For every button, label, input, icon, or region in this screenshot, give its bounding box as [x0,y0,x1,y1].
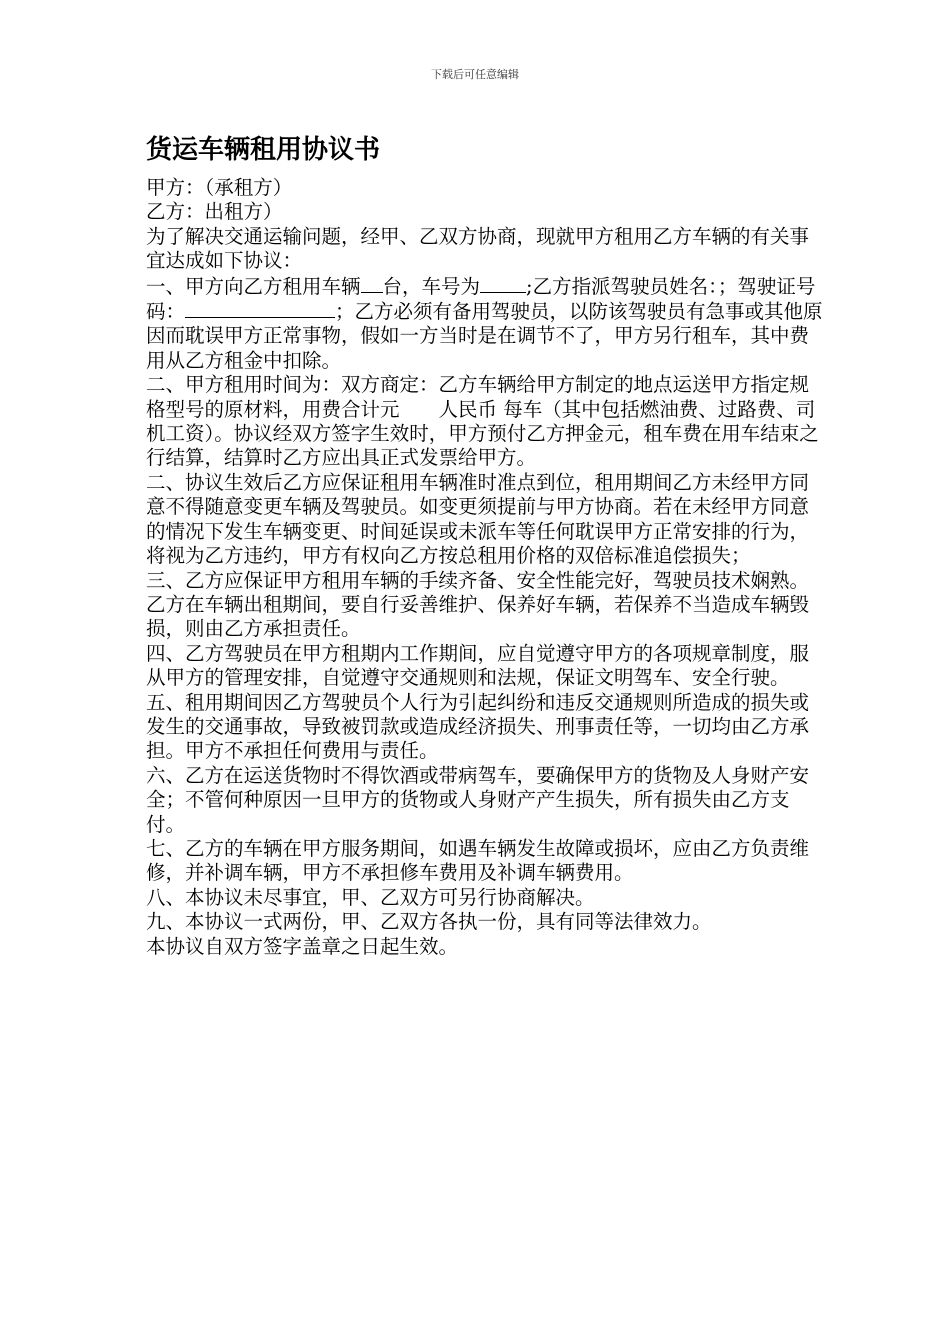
header-note: 下载后可任意编辑 [431,68,519,81]
clause-6: 六、乙方在运送货物时不得饮酒或带病驾车，要确保甲方的货物及人身财产安全；不管何种原因一旦甲方的货物或人身财产产生损失，所有损失由乙方支付。 [146,763,810,836]
document-body [146,176,826,959]
clause-2: 二、甲方租用时间为：双方商定：乙方车辆给甲方制定的地点运送甲方指定规格型号的原材料，用费合计元 人民币 每车（其中包括燃油费、过路费、司机工资）。协议经双方签字生效时，甲方预付乙方押金元，租车费在用车结束之行结算，结算时乙方应出具正式发票给甲方。 [146,373,819,470]
party-b-line: 乙方：出租方） [146,200,283,224]
clause-5: 五、租用期间因乙方驾驶员个人行为引起纠纷和违反交通规则所造成的损失或发生的交通事故，导致被罚款或造成经济损失、刑事责任等，一切均由乙方承担。甲方不承担任何费用与责任。 [146,690,810,763]
clause-1 [146,274,826,374]
clause-2b: 二、协议生效后乙方应保证租用车辆准时准点到位，租用期间乙方未经甲方同意不得随意变更车辆及驾驶员。如变更须提前与甲方协商。若在未经甲方同意的情况下发生车辆变更、时间延误或未派车等任何耽误甲方正常安排的行为，将视为乙方违约，甲方有权向乙方按总租用价格的双倍标准追偿损失； [146,470,810,568]
clause-1-part-4: ；乙方必须有备用驾驶员，以防该驾驶员有急事或其他原因而耽误甲方正常事物，假如一方当时是在调节不了，甲方另行租车，其中费用从乙方租金中扣除。 [146,300,823,372]
party-a-line: 甲方：（承租方） [146,176,293,199]
clause-4: 四、乙方驾驶员在甲方租期内工作期间，应自觉遵守甲方的各项规章制度，服从甲方的管理安排，自觉遵守交通规则和法规，保证文明驾车、安全行驶。 [146,641,810,690]
license-number-blank [185,299,335,318]
clause-9: 九、本协议一式两份，甲、乙双方各执一份，具有同等法律效力。 [146,910,712,934]
clause-1-part-2: 台，车号为 [382,274,481,298]
document-title: 货运车辆租用协议书 [146,135,381,165]
clause-3: 三、乙方应保证甲方租用车辆的手续齐备、安全性能完好，驾驶员技术娴熟。乙方在车辆出租期间，要自行妥善维护、保养好车辆，若保养不当造成车辆毁损，则由乙方承担责任。 [146,568,810,641]
clause-7: 七、乙方的车辆在甲方服务期间，如遇车辆发生故障或损坏，应由乙方负责维修，并补调车辆，甲方不承担修车费用及补调车辆费用。 [146,836,810,885]
vehicle-count-blank [361,274,383,293]
clause-1-part-1: 一、甲方向乙方租用车辆 [146,274,361,298]
clause-1-part-3: ;乙方指派驾驶员姓名：；驾驶证号码： [146,274,816,324]
closing-line: 本协议自双方签字盖章之日起生效。 [146,934,459,958]
intro-paragraph: 为了解决交通运输问题，经甲、乙双方协商，现就甲方租用乙方车辆的有关事宜达成如下协议： [146,224,810,273]
plate-number-blank [480,274,526,293]
clause-8: 八、本协议未尽事宜，甲、乙双方可另行协商解决。 [146,885,595,909]
